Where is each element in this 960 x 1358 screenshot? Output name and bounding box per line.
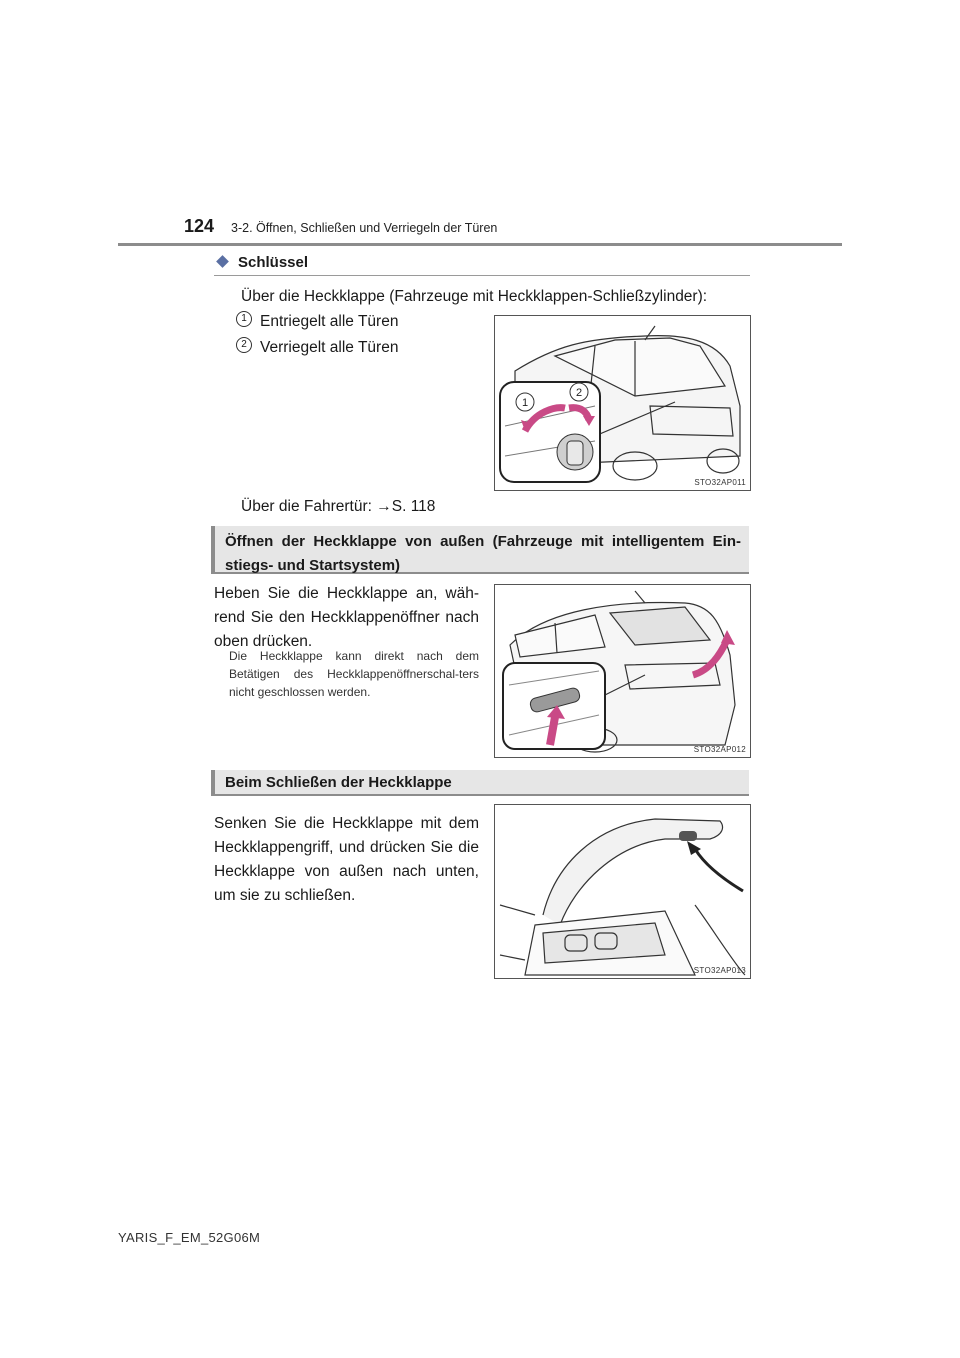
car-rear-closing-illustration [495, 805, 750, 978]
car-rear-key-illustration [495, 316, 750, 490]
key-subheading [214, 253, 750, 276]
figure-callout-2: 2 [575, 387, 583, 399]
section-heading-close [211, 770, 749, 796]
diamond-bullet-icon [216, 255, 229, 268]
figure-code: STO32AP011 [694, 478, 746, 487]
section-heading-close-text: Beim Schließen der Heckklappe [225, 774, 452, 791]
car-rear-opener-illustration [495, 585, 750, 757]
figure-code: STO32AP012 [693, 745, 746, 754]
driver-door-reference: Über die Fahrertür: →S. 118 [241, 498, 436, 515]
figure-code: STO32AP013 [693, 966, 746, 975]
section-heading-open [211, 526, 749, 574]
step-number-2: 2 [236, 337, 252, 353]
figure-tailgate-closing [494, 804, 751, 979]
section-heading-open-text: Öffnen der Heckklappe von außen (Fahrzeuge mit intelligentem Ein-stiegs- und Startsystem) [225, 533, 741, 574]
close-instructions: Senken Sie die Heckklappe mit dem Heckklappengriff, und drücken Sie die Heckklappe von außen nach unten, um sie zu schließen. [214, 815, 479, 904]
key-intro: Über die Heckklappe (Fahrzeuge mit Heckklappen-Schließzylinder): [241, 288, 708, 305]
figure-callout-1: 1 [521, 397, 529, 409]
footer-document-code: YARIS_F_EM_52G06M [118, 1230, 261, 1245]
figure-tailgate-opener [494, 584, 751, 758]
page-number: 124 [184, 216, 215, 236]
header-rule [118, 243, 842, 246]
step-text-lock: Verriegelt alle Türen [260, 339, 399, 356]
open-instructions: Heben Sie die Heckklappe an, wäh-rend Sie den Heckklappenöffner nach oben drücken. [214, 585, 479, 650]
figure-key-cylinder [494, 315, 751, 491]
step-text-unlock: Entriegelt alle Türen [260, 313, 399, 330]
step-number-1: 1 [236, 311, 252, 327]
open-note: Die Heckklappe kann direkt nach dem Betätigen des Heckklappenöffnerschal-ters nicht geschlossen werden. [229, 649, 479, 699]
chapter-title: 3-2. Öffnen, Schließen und Verriegeln der Türen [231, 221, 498, 235]
key-subheading-title: Schlüssel [238, 254, 309, 271]
